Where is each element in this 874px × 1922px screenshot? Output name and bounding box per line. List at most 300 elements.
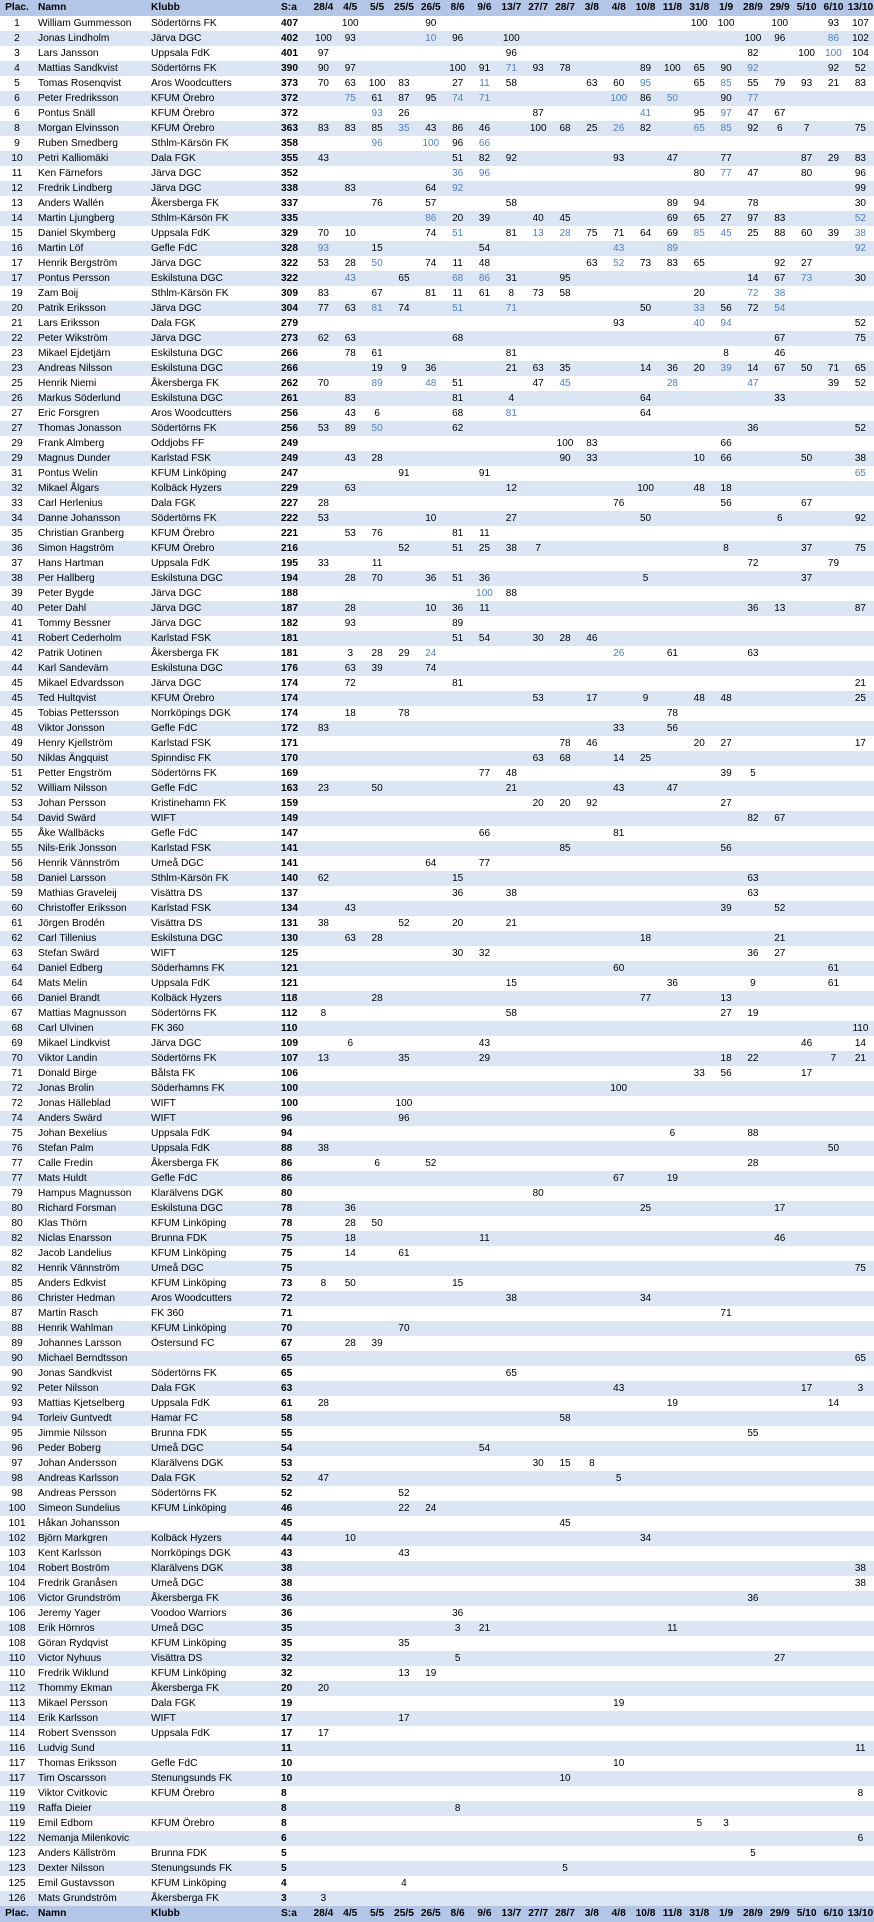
cell-round-score xyxy=(310,1411,337,1426)
cell-round-score xyxy=(847,586,874,601)
cell-total: 121 xyxy=(281,978,298,989)
cell-round-score: 81 xyxy=(444,391,471,406)
cell-plac: 72 xyxy=(0,1081,34,1096)
cell-round-score xyxy=(310,661,337,676)
cell-round-score xyxy=(310,1486,337,1501)
cell-round-score xyxy=(632,556,659,571)
cell-round-score xyxy=(659,1561,686,1576)
cell-plac: 68 xyxy=(0,1021,34,1036)
cell-round-score xyxy=(552,151,579,166)
cell-round-score xyxy=(686,631,713,646)
cell-plac: 25 xyxy=(11,378,23,389)
cell-round-score xyxy=(766,1471,793,1486)
cell-round-score: 19 xyxy=(364,361,391,376)
cell-round-score xyxy=(444,496,471,511)
cell-round-score: 50 xyxy=(632,511,659,526)
cell-plac: 17 xyxy=(0,271,34,286)
cell-round-score xyxy=(417,1786,444,1801)
cell-round-score xyxy=(766,1741,793,1756)
cell-round-score xyxy=(766,1801,793,1816)
cell-round-score: 24 xyxy=(425,648,437,659)
cell-round-score xyxy=(364,811,391,826)
cell-round-score: 64 xyxy=(632,391,659,406)
cell-round-score xyxy=(310,1531,337,1546)
cell-club xyxy=(151,1831,281,1846)
cell-round-score xyxy=(632,421,659,436)
table-row xyxy=(0,871,874,886)
cell-round-score xyxy=(578,676,605,691)
cell-round-score xyxy=(552,586,579,601)
cell-round-score: 34 xyxy=(632,1531,659,1546)
cell-round-score xyxy=(337,916,364,931)
cell-round-score: 10 xyxy=(613,1758,625,1769)
cell-club: Järva DGC xyxy=(151,31,281,46)
cell-round-score: 97 xyxy=(720,108,732,119)
cell-round-score: 92 xyxy=(444,181,471,196)
cell-name: Fredrik Lindberg xyxy=(34,181,151,196)
cell-round-score: 91 xyxy=(398,468,410,479)
cell-club: Järva DGC xyxy=(151,258,202,269)
cell-round-score xyxy=(605,901,632,916)
cell-round-score: 8 xyxy=(857,1788,864,1799)
cell-club: KFUM Linköping xyxy=(151,1878,227,1889)
cell-round-score xyxy=(310,751,337,766)
cell-name: Stefan Palm xyxy=(34,1141,151,1156)
cell-round-score xyxy=(337,1666,364,1681)
cell-round-score: 36 xyxy=(452,168,464,179)
cell-plac: 123 xyxy=(0,1861,34,1876)
cell-round-score: 30 xyxy=(452,948,464,959)
cell-round-score xyxy=(525,586,552,601)
cell-round-score xyxy=(391,856,418,871)
cell-round-score xyxy=(310,451,337,466)
cell-round-score: 47 xyxy=(532,378,544,389)
cell-round-score xyxy=(552,1591,579,1606)
cell-round-score xyxy=(417,586,444,601)
cell-round-score xyxy=(713,421,740,436)
cell-round-score: 27 xyxy=(720,1008,732,1019)
cell-plac: 59 xyxy=(11,888,23,899)
cell-round-score xyxy=(364,1816,391,1831)
cell-round-score xyxy=(552,1741,579,1756)
cell-name: Dexter Nilsson xyxy=(34,1861,151,1876)
cell-round-score xyxy=(766,1846,793,1861)
cell-round-score xyxy=(391,1066,418,1081)
cell-round-score: 78 xyxy=(398,708,410,719)
cell-name: Peter Nilsson xyxy=(34,1381,151,1396)
cell-round-score xyxy=(659,736,686,751)
cell-round-score xyxy=(498,1231,525,1246)
cell-round-score xyxy=(632,1621,659,1636)
cell-round-score xyxy=(632,586,659,601)
cell-round-score xyxy=(337,1411,364,1426)
table-row xyxy=(0,991,874,1006)
cell-round-score xyxy=(578,1186,605,1201)
cell-round-score xyxy=(310,271,337,286)
cell-round-score xyxy=(632,646,659,661)
cell-round-score: 6 xyxy=(669,1128,676,1139)
cell-round-score xyxy=(766,616,793,631)
cell-club xyxy=(151,1351,281,1366)
cell-plac: 60 xyxy=(0,901,34,916)
cell-round-score xyxy=(391,1426,418,1441)
cell-club: KFUM Linköping xyxy=(151,1218,227,1229)
cell-round-score xyxy=(444,1216,471,1231)
cell-round-score xyxy=(659,1771,686,1786)
cell-round-score: 62 xyxy=(310,331,337,346)
cell-round-score xyxy=(525,646,552,661)
cell-round-score: 100 xyxy=(525,121,552,136)
cell-total: 182 xyxy=(281,618,298,629)
cell-round-score xyxy=(793,691,820,706)
cell-round-score xyxy=(391,1261,418,1276)
cell-round-score xyxy=(578,1606,605,1621)
cell-round-score xyxy=(552,991,579,1006)
cell-round-score xyxy=(713,136,740,151)
cell-round-score: 71 xyxy=(498,61,525,76)
col-footer-round: 27/7 xyxy=(525,1906,552,1922)
cell-round-score: 87 xyxy=(532,108,544,119)
cell-round-score xyxy=(444,781,471,796)
cell-round-score xyxy=(391,691,418,706)
cell-round-score xyxy=(364,46,391,61)
cell-round-score xyxy=(444,841,471,856)
cell-round-score: 61 xyxy=(364,91,391,106)
cell-round-score xyxy=(820,181,847,196)
cell-round-score xyxy=(659,541,686,556)
cell-round-score xyxy=(578,1576,605,1591)
cell-total: 195 xyxy=(281,558,298,569)
cell-round-score xyxy=(820,526,847,541)
cell-round-score: 52 xyxy=(613,258,625,269)
cell-round-score: 93 xyxy=(337,31,364,46)
cell-round-score: 100 xyxy=(632,481,659,496)
cell-round-score xyxy=(525,556,552,571)
cell-round-score xyxy=(471,811,498,826)
cell-round-score xyxy=(552,1876,579,1891)
cell-round-score xyxy=(713,1696,740,1711)
cell-round-score xyxy=(793,1411,820,1426)
cell-round-score: 87 xyxy=(847,601,874,616)
cell-round-score xyxy=(310,1291,337,1306)
cell-round-score xyxy=(444,1546,471,1561)
cell-total: 176 xyxy=(281,661,310,676)
cell-round-score xyxy=(578,601,605,616)
cell-round-score xyxy=(793,1201,820,1216)
cell-round-score: 89 xyxy=(452,618,464,629)
cell-plac: 35 xyxy=(11,528,23,539)
cell-round-score xyxy=(310,1126,337,1141)
cell-round-score: 97 xyxy=(740,211,767,226)
cell-round-score xyxy=(632,1861,659,1876)
cell-round-score xyxy=(632,1216,659,1231)
cell-name: Tomas Rosenqvist xyxy=(38,78,122,89)
cell-round-score xyxy=(713,196,740,211)
cell-round-score xyxy=(391,1306,418,1321)
cell-club: KFUM Örebro xyxy=(151,1788,215,1799)
cell-plac: 17 xyxy=(11,258,23,269)
cell-round-score xyxy=(578,1366,605,1381)
cell-round-score xyxy=(337,1351,364,1366)
cell-name: Peter Wikström xyxy=(34,331,151,346)
cell-round-score xyxy=(391,1291,418,1306)
cell-round-score xyxy=(713,511,740,526)
cell-round-score xyxy=(525,301,552,316)
cell-round-score: 92 xyxy=(774,258,786,269)
cell-round-score: 24 xyxy=(417,1501,444,1516)
cell-round-score: 97 xyxy=(317,48,329,59)
cell-round-score xyxy=(444,1141,471,1156)
cell-round-score xyxy=(364,271,391,286)
cell-round-score xyxy=(498,1156,525,1171)
cell-round-score xyxy=(417,1291,444,1306)
cell-round-score: 38 xyxy=(505,888,517,899)
cell-round-score xyxy=(417,1711,444,1726)
cell-name: Thomas Eriksson xyxy=(38,1758,117,1769)
cell-round-score xyxy=(578,1561,605,1576)
cell-round-score xyxy=(391,481,418,496)
cell-round-score xyxy=(337,1006,364,1021)
cell-round-score xyxy=(391,1366,418,1381)
cell-round-score xyxy=(552,601,579,616)
cell-round-score xyxy=(471,361,498,376)
cell-round-score: 81 xyxy=(425,288,437,299)
cell-round-score: 89 xyxy=(632,61,659,76)
cell-round-score xyxy=(713,1096,740,1111)
cell-round-score xyxy=(310,736,337,751)
cell-round-score xyxy=(766,1246,793,1261)
cell-round-score xyxy=(391,1561,418,1576)
cell-round-score xyxy=(552,1261,579,1276)
cell-round-score: 83 xyxy=(337,181,364,196)
cell-round-score xyxy=(552,1831,579,1846)
cell-round-score: 51 xyxy=(444,631,471,646)
cell-round-score xyxy=(847,946,874,961)
cell-plac: 116 xyxy=(0,1741,34,1756)
cell-round-score xyxy=(337,1366,364,1381)
cell-round-score xyxy=(766,1036,793,1051)
cell-round-score xyxy=(552,331,579,346)
cell-round-score xyxy=(337,511,364,526)
cell-round-score: 15 xyxy=(364,241,391,256)
cell-round-score xyxy=(820,301,847,316)
cell-round-score xyxy=(659,286,686,301)
cell-round-score xyxy=(847,631,874,646)
cell-round-score xyxy=(793,331,820,346)
cell-round-score xyxy=(337,841,364,856)
cell-round-score xyxy=(498,1711,525,1726)
cell-round-score xyxy=(605,1111,632,1126)
cell-round-score xyxy=(820,631,847,646)
cell-round-score xyxy=(766,61,793,76)
col-header-round: 3/8 xyxy=(578,0,605,16)
cell-round-score xyxy=(498,1726,525,1741)
cell-round-score xyxy=(444,1381,471,1396)
cell-round-score xyxy=(498,571,525,586)
cell-plac: 4 xyxy=(0,61,34,76)
cell-round-score xyxy=(417,1096,444,1111)
cell-round-score xyxy=(578,1351,605,1366)
table-row xyxy=(0,316,874,331)
cell-round-score xyxy=(605,766,632,781)
cell-round-score xyxy=(713,826,740,841)
cell-club: FK 360 xyxy=(151,1308,184,1319)
cell-round-score xyxy=(417,751,444,766)
cell-round-score xyxy=(578,481,605,496)
cell-round-score xyxy=(525,571,552,586)
cell-round-score xyxy=(578,586,605,601)
cell-plac: 122 xyxy=(0,1831,34,1846)
cell-round-score: 28 xyxy=(552,631,579,646)
cell-round-score: 65 xyxy=(391,271,418,286)
cell-name: Viktor Cvitkovic xyxy=(38,1788,108,1799)
cell-round-score: 83 xyxy=(310,721,337,736)
cell-club: Visättra DS xyxy=(151,888,203,899)
cell-round-score xyxy=(498,121,525,136)
cell-round-score xyxy=(659,1456,686,1471)
table-row xyxy=(0,646,874,661)
table-row xyxy=(0,211,874,226)
cell-total: 322 xyxy=(281,271,310,286)
cell-round-score xyxy=(471,376,498,391)
cell-round-score xyxy=(337,751,364,766)
cell-round-score: 38 xyxy=(317,918,329,929)
cell-round-score: 14 xyxy=(605,751,632,766)
cell-round-score xyxy=(713,1576,740,1591)
cell-round-score xyxy=(525,916,552,931)
cell-club: Umeå DGC xyxy=(151,1578,204,1589)
cell-round-score xyxy=(498,1831,525,1846)
cell-round-score: 63 xyxy=(337,331,364,346)
cell-name: Viktor Jonsson xyxy=(34,721,151,736)
cell-plac: 119 xyxy=(8,1818,26,1829)
cell-round-score xyxy=(498,811,525,826)
cell-club: Järva DGC xyxy=(151,618,202,629)
cell-round-score: 89 xyxy=(666,198,678,209)
cell-round-score xyxy=(471,841,498,856)
cell-name: Simeon Sundelius xyxy=(34,1501,151,1516)
cell-club: Järva DGC xyxy=(151,678,202,689)
cell-round-score xyxy=(766,1591,793,1606)
cell-round-score xyxy=(391,436,418,451)
cell-round-score xyxy=(471,1786,498,1801)
cell-round-score: 81 xyxy=(364,301,391,316)
cell-round-score: 9 xyxy=(632,691,659,706)
cell-round-score xyxy=(417,1306,444,1321)
cell-name: Anders Källström xyxy=(38,1848,116,1859)
table-row xyxy=(0,451,874,466)
cell-round-score xyxy=(391,616,418,631)
cell-round-score xyxy=(847,1876,874,1891)
cell-round-score: 65 xyxy=(847,361,874,376)
cell-round-score xyxy=(364,436,391,451)
cell-round-score: 11 xyxy=(452,288,463,299)
cell-round-score xyxy=(820,1501,847,1516)
cell-round-score: 5 xyxy=(444,1651,471,1666)
cell-round-score xyxy=(471,1606,498,1621)
cell-round-score xyxy=(605,1711,632,1726)
cell-round-score: 77 xyxy=(740,91,767,106)
cell-round-score xyxy=(766,406,793,421)
cell-round-score: 81 xyxy=(613,828,625,839)
table-row xyxy=(0,1351,874,1366)
cell-round-score xyxy=(766,1171,793,1186)
cell-round-score: 43 xyxy=(310,151,337,166)
cell-round-score xyxy=(605,661,632,676)
cell-round-score xyxy=(766,796,793,811)
cell-round-score xyxy=(498,1516,525,1531)
cell-round-score xyxy=(417,496,444,511)
cell-round-score: 65 xyxy=(686,121,713,136)
cell-name: Carl Ulvinen xyxy=(34,1021,151,1036)
cell-round-score: 35 xyxy=(391,1051,418,1066)
cell-name: Niclas Enarsson xyxy=(34,1231,151,1246)
cell-round-score xyxy=(686,1021,713,1036)
cell-round-score: 19 xyxy=(613,1698,625,1709)
cell-round-score xyxy=(417,1321,444,1336)
cell-round-score: 53 xyxy=(310,511,337,526)
cell-round-score: 58 xyxy=(505,1008,517,1019)
cell-round-score: 12 xyxy=(498,481,525,496)
cell-round-score xyxy=(391,256,418,271)
cell-name: Calle Fredin xyxy=(38,1158,93,1169)
cell-name: Donald Birge xyxy=(38,1068,97,1079)
cell-round-score xyxy=(740,1171,767,1186)
cell-plac: 104 xyxy=(8,1578,26,1589)
cell-round-score xyxy=(659,1741,686,1756)
table-row xyxy=(0,1396,874,1411)
cell-round-score xyxy=(847,91,874,106)
cell-round-score xyxy=(686,1756,713,1771)
cell-round-score xyxy=(793,1081,820,1096)
cell-total: 181 xyxy=(281,648,298,659)
cell-name: Jonas Lindholm xyxy=(34,31,151,46)
cell-round-score xyxy=(713,781,740,796)
cell-round-score xyxy=(417,1846,444,1861)
cell-plac: 64 xyxy=(11,978,23,989)
cell-round-score xyxy=(632,211,659,226)
cell-round-score xyxy=(337,691,364,706)
cell-round-score xyxy=(417,1231,444,1246)
cell-round-score: 36 xyxy=(452,1608,464,1619)
cell-round-score xyxy=(525,811,552,826)
cell-round-score xyxy=(740,1261,767,1276)
cell-round-score xyxy=(740,1516,767,1531)
cell-round-score xyxy=(552,721,579,736)
cell-name: Robert Boström xyxy=(34,1561,151,1576)
cell-round-score xyxy=(713,676,740,691)
cell-round-score xyxy=(713,706,740,721)
cell-round-score: 75 xyxy=(847,121,874,136)
cell-round-score xyxy=(444,826,471,841)
cell-name: Lars Jansson xyxy=(38,48,99,59)
cell-club: Umeå DGC xyxy=(151,858,204,869)
cell-round-score: 51 xyxy=(444,571,471,586)
cell-round-score xyxy=(605,916,632,931)
cell-round-score xyxy=(605,136,632,151)
cell-round-score xyxy=(552,1621,579,1636)
cell-round-score xyxy=(847,886,874,901)
cell-round-score xyxy=(740,631,767,646)
cell-round-score xyxy=(820,436,847,451)
cell-round-score xyxy=(766,1561,793,1576)
cell-round-score: 43 xyxy=(605,241,632,256)
cell-round-score: 10 xyxy=(417,31,444,46)
cell-round-score xyxy=(417,1366,444,1381)
cell-round-score xyxy=(578,1231,605,1246)
cell-round-score xyxy=(632,1486,659,1501)
cell-round-score xyxy=(310,1336,337,1351)
